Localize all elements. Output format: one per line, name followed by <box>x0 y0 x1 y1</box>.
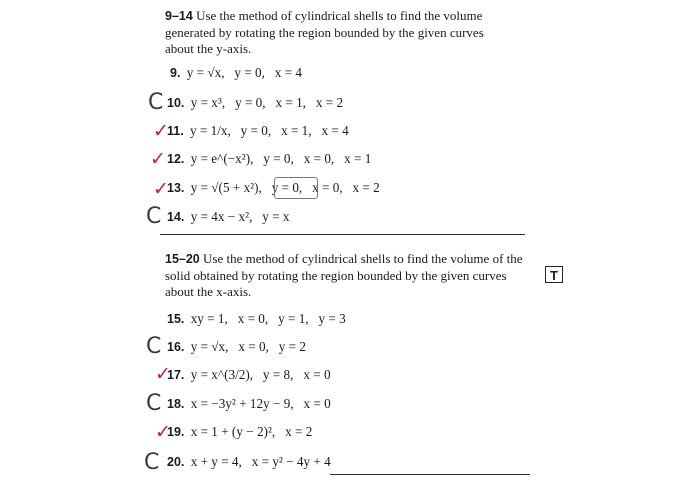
equation-1: y = √x, <box>190 339 229 354</box>
problem-18 <box>167 396 331 412</box>
problem-number: 11. <box>167 124 184 138</box>
equation-4: y = 3 <box>318 311 346 326</box>
equation-2: x = 0 <box>303 396 331 411</box>
equation-2: y = 8, <box>262 367 294 382</box>
handwritten-c-mark: C <box>148 90 164 115</box>
problem-number: 13. <box>167 181 185 195</box>
problem-15 <box>167 311 346 327</box>
problem-number: 16. <box>167 340 185 354</box>
equation-1: y = x^(3/2), <box>190 367 254 382</box>
handwritten-box-annotation <box>271 177 318 199</box>
equation-1: y = 4x − x², <box>190 209 253 224</box>
problem-number: 19. <box>167 425 185 439</box>
equation-2: y = 0, <box>271 180 303 195</box>
equation-1: y = e^(−x²), <box>190 151 254 166</box>
problem-number: 9. <box>170 66 181 80</box>
equation-1: x + y = 4, <box>190 454 242 469</box>
section-15-20-instructions <box>165 251 525 301</box>
equation-4: x = 2 <box>315 95 344 110</box>
equation-3: x = 1, <box>275 95 306 110</box>
equation-2: y = 0, <box>234 65 265 80</box>
equation-2: x = 2 <box>285 424 313 439</box>
handwritten-c-mark: C <box>146 334 162 359</box>
equation-1: y = x³, <box>190 95 226 110</box>
equation-3: x = 0, <box>303 151 335 166</box>
equation-1: y = √x, <box>186 65 225 80</box>
handwritten-check-mark: ✓ <box>150 148 166 170</box>
problem-9 <box>170 65 302 81</box>
handwritten-check-mark: ✓ <box>155 363 171 385</box>
equation-2: y = 0, <box>240 123 272 138</box>
equation-3: x = 0 <box>303 367 331 382</box>
handwritten-c-mark: C <box>146 204 162 229</box>
equation-2: y = 0, <box>263 151 294 166</box>
handwritten-check-mark: ✓ <box>153 178 169 200</box>
problem-19 <box>167 424 312 440</box>
technology-icon: T <box>545 266 563 283</box>
section-9-14-instructions <box>165 8 510 58</box>
equation-1: y = 1/x, <box>189 123 231 138</box>
equation-2: x = 0, <box>237 311 269 326</box>
handwritten-check-mark: ✓ <box>153 120 169 142</box>
equation-1: y = √(5 + x²), <box>190 180 262 195</box>
equation-3: x = 1, <box>281 123 312 138</box>
bottom-underline <box>330 474 530 475</box>
handwritten-check-mark: ✓ <box>155 421 171 443</box>
handwritten-c-mark: C <box>146 391 162 416</box>
equation-1: x = −3y² + 12y − 9, <box>190 396 294 411</box>
problem-16 <box>167 339 306 355</box>
equation-1: xy = 1, <box>190 311 228 326</box>
problem-20 <box>167 454 331 470</box>
problem-12 <box>167 151 371 167</box>
problem-14 <box>167 209 290 225</box>
equation-4: x = 2 <box>352 180 380 195</box>
problem-number: 12. <box>167 152 185 166</box>
section-text: Use the method of cylindrical shells to find the volume generated by rotating the region bounded by the given curves about the y-axis. <box>165 8 484 56</box>
equation-3: y = 1, <box>278 311 309 326</box>
equation-1: x = 1 + (y − 2)², <box>190 424 276 439</box>
problem-17 <box>167 367 331 383</box>
problem-11 <box>167 123 349 139</box>
handwritten-c-mark: C <box>144 450 160 475</box>
section-text: Use the method of cylindrical shells to find the volume of the solid obtained by rotating the region bounded by the given curves about the x-axis. <box>165 251 523 299</box>
equation-2: y = x <box>262 209 290 224</box>
equation-4: x = 1 <box>344 151 372 166</box>
section-divider <box>160 234 525 235</box>
problem-10 <box>167 95 343 111</box>
problem-number: 18. <box>167 397 185 411</box>
section-range: 15–20 <box>165 252 200 266</box>
equation-3: y = 2 <box>278 339 306 354</box>
problem-number: 15. <box>167 312 185 326</box>
problem-number: 10. <box>167 96 185 110</box>
problem-number: 17. <box>167 368 185 382</box>
equation-3: x = 4 <box>274 65 303 80</box>
equation-2: x = 0, <box>238 339 269 354</box>
equation-3: x = 0, <box>312 180 343 195</box>
problem-number: 14. <box>167 210 185 224</box>
problem-number: 20. <box>167 455 185 469</box>
section-range: 9–14 <box>165 9 193 23</box>
equation-2: x = y² − 4y + 4 <box>251 454 331 469</box>
equation-4: x = 4 <box>321 123 349 138</box>
equation-2: y = 0, <box>235 95 266 110</box>
